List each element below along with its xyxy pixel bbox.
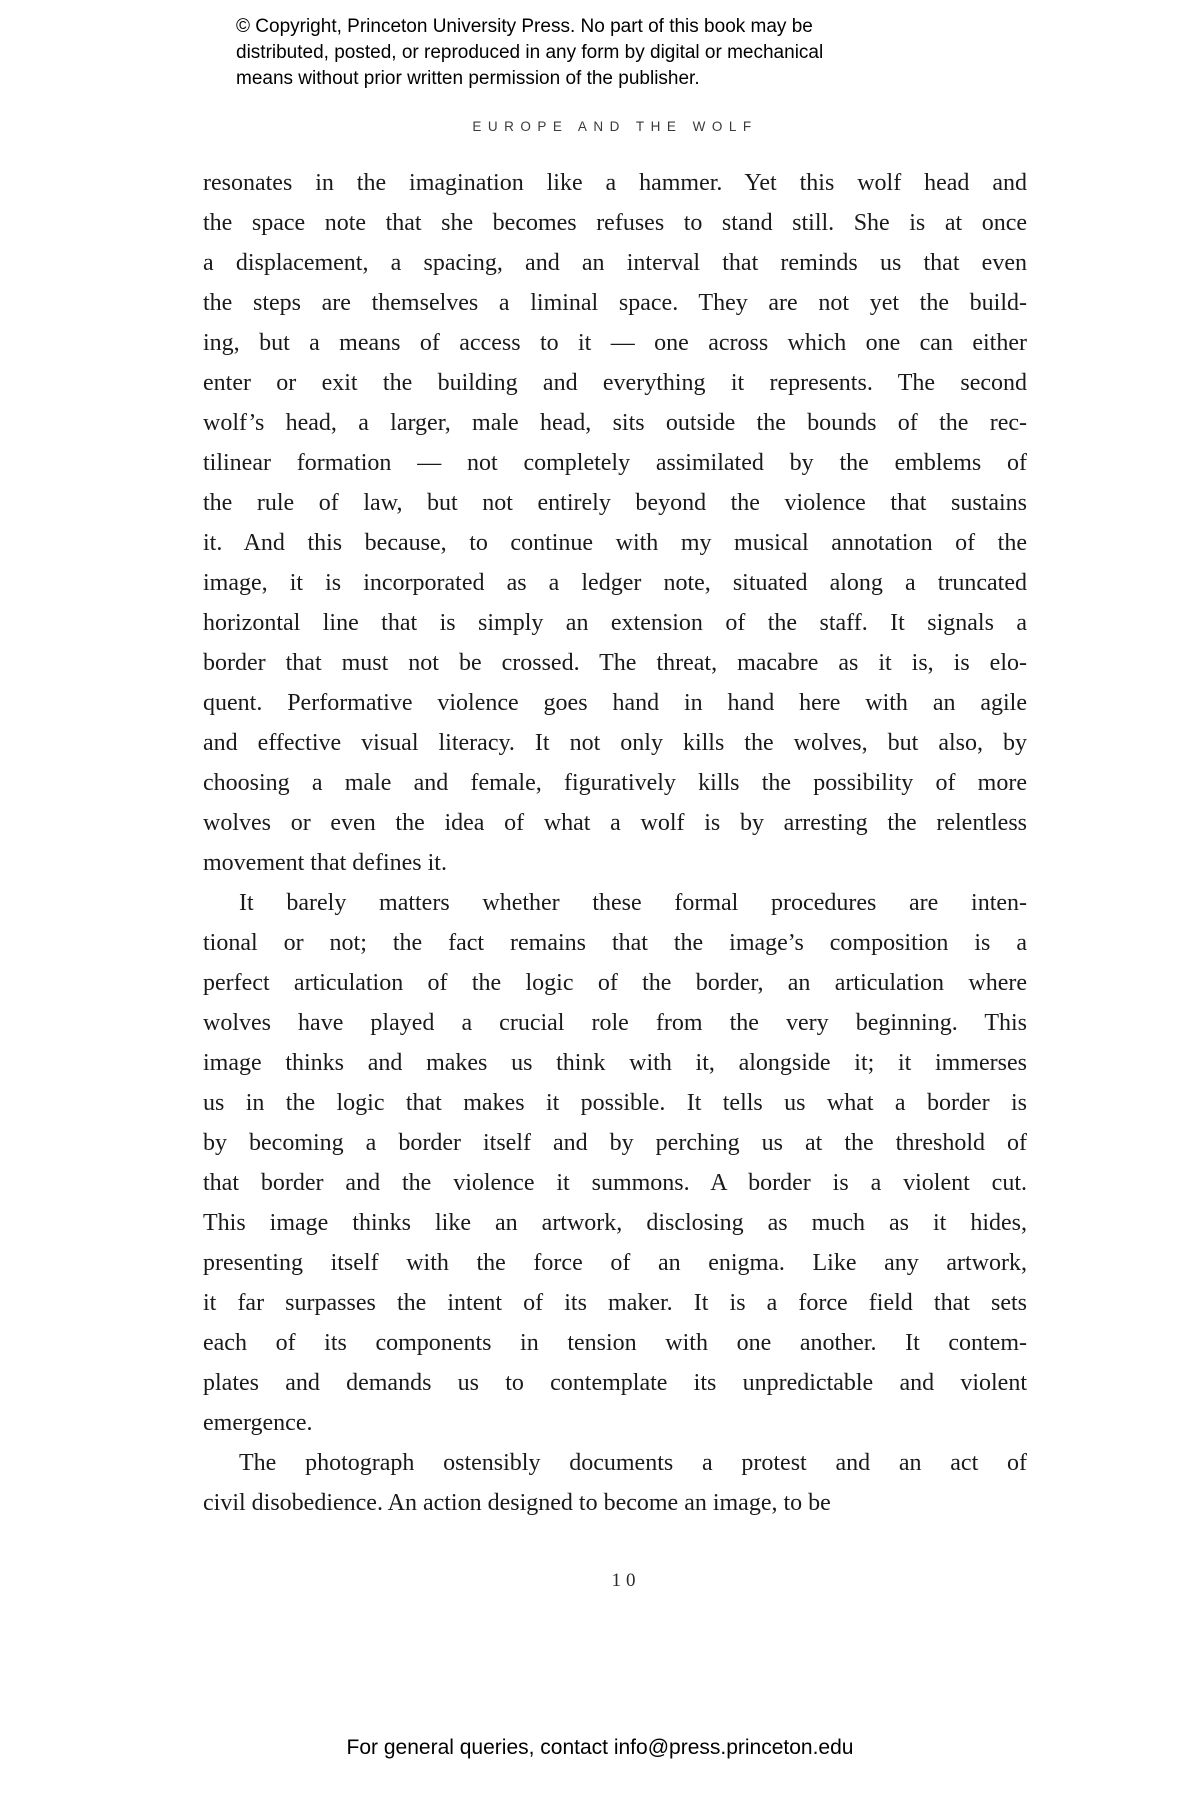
body-text bbox=[203, 163, 1027, 1523]
body-line: plates and demands us to contemplate its unpredictable and violent bbox=[203, 1370, 1027, 1396]
body-line: it far surpasses the intent of its maker. It is a force field that sets bbox=[203, 1290, 1027, 1316]
body-line: wolves or even the idea of what a wolf is by arresting the relentless bbox=[203, 810, 1027, 836]
body-line: each of its components in tension with one another. It contem- bbox=[203, 1330, 1027, 1356]
body-line: a displacement, a spacing, and an interval that reminds us that even bbox=[203, 250, 1027, 276]
body-line: and effective visual literacy. It not only kills the wolves, but also, by bbox=[203, 730, 1027, 756]
body-line: emergence. bbox=[203, 1410, 313, 1436]
body-line: choosing a male and female, figuratively kills the possibility of more bbox=[203, 770, 1027, 796]
body-line: tional or not; the fact remains that the image’s composition is a bbox=[203, 930, 1027, 956]
body-line: tilinear formation — not completely assimilated by the emblems of bbox=[203, 450, 1027, 476]
body-line: the space note that she becomes refuses to stand still. She is at once bbox=[203, 210, 1027, 236]
copyright-line: means without prior written permission of the publisher. bbox=[236, 68, 700, 89]
body-line: movement that defines it. bbox=[203, 850, 447, 876]
copyright-notice bbox=[236, 14, 823, 92]
copyright-line: distributed, posted, or reproduced in any form by digital or mechanical bbox=[236, 42, 824, 63]
body-line: wolves have played a crucial role from the very beginning. This bbox=[203, 1010, 1027, 1036]
body-line: resonates in the imagination like a hammer. Yet this wolf head and bbox=[203, 170, 1027, 196]
paragraph bbox=[203, 883, 1027, 1443]
body-line: by becoming a border itself and by perching us at the threshold of bbox=[203, 1130, 1027, 1156]
body-line: the steps are themselves a liminal space. They are not yet the build- bbox=[203, 290, 1027, 316]
page-number: 10 bbox=[611, 1570, 641, 1591]
copyright-line: © Copyright, Princeton University Press. No part of this book may be bbox=[236, 16, 813, 37]
body-line: that border and the violence it summons. A border is a violent cut. bbox=[203, 1170, 1027, 1196]
body-line: the rule of law, but not entirely beyond the violence that sustains bbox=[203, 490, 1027, 516]
body-line: perfect articulation of the logic of the border, an articulation where bbox=[203, 970, 1027, 996]
body-line: civil disobedience. An action designed to become an image, to be bbox=[203, 1490, 831, 1516]
body-line: horizontal line that is simply an extension of the staff. It signals a bbox=[203, 610, 1027, 636]
body-line: It barely matters whether these formal procedures are inten- bbox=[239, 890, 1027, 916]
body-line: This image thinks like an artwork, disclosing as much as it hides, bbox=[203, 1210, 1027, 1236]
body-line: The photograph ostensibly documents a protest and an act of bbox=[239, 1450, 1027, 1476]
running-head: EUROPE AND THE WOLF bbox=[472, 119, 758, 134]
paragraph bbox=[203, 163, 1027, 883]
body-line: image thinks and makes us think with it, alongside it; it immerses bbox=[203, 1050, 1027, 1076]
body-line: presenting itself with the force of an enigma. Like any artwork, bbox=[203, 1250, 1027, 1276]
body-line: border that must not be crossed. The threat, macabre as it is, is elo- bbox=[203, 650, 1027, 676]
paragraph bbox=[203, 1443, 1027, 1523]
body-line: image, it is incorporated as a ledger note, situated along a truncated bbox=[203, 570, 1027, 596]
body-line: us in the logic that makes it possible. It tells us what a border is bbox=[203, 1090, 1027, 1116]
body-line: quent. Performative violence goes hand in hand here with an agile bbox=[203, 690, 1027, 716]
body-line: enter or exit the building and everything it represents. The second bbox=[203, 370, 1027, 396]
body-line: it. And this because, to continue with my musical annotation of the bbox=[203, 530, 1027, 556]
footer-contact: For general queries, contact info@press.princeton.edu bbox=[346, 1736, 854, 1759]
body-line: wolf’s head, a larger, male head, sits outside the bounds of the rec- bbox=[203, 410, 1027, 436]
body-line: ing, but a means of access to it — one across which one can either bbox=[203, 330, 1027, 356]
